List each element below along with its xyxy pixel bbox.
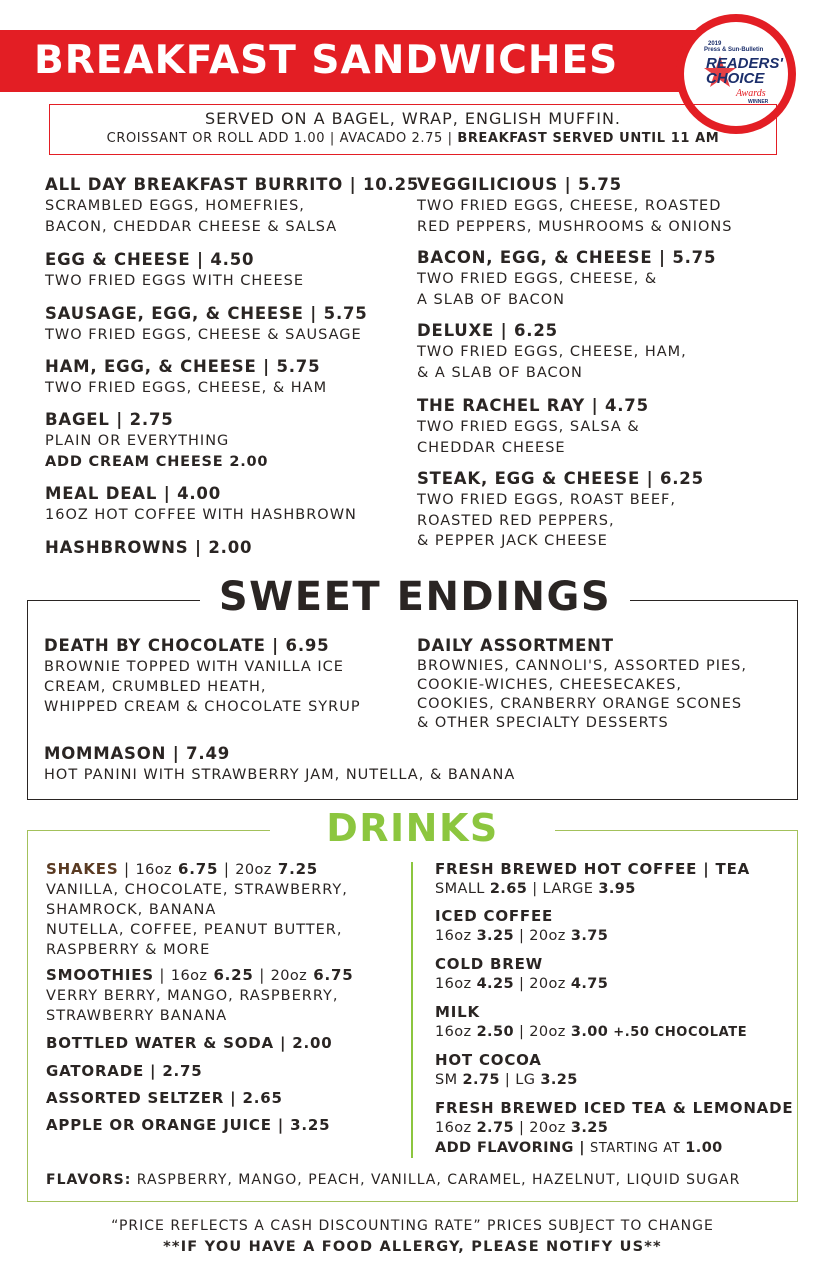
- item-name: THE RACHEL RAY | 4.75: [417, 396, 649, 415]
- item-name: HASHBROWNS | 2.00: [45, 538, 253, 557]
- drinks-heading: DRINKS: [270, 806, 555, 856]
- item-desc: RED PEPPERS, MUSHROOMS & ONIONS: [417, 218, 733, 235]
- item-desc: TWO FRIED EGGS WITH CHEESE: [45, 273, 304, 289]
- menu-item-ham-egg-cheese: [45, 356, 327, 399]
- served-info-box: [49, 104, 777, 155]
- drink-sizes: 16oz 2.50 | 20oz 3.00 +.50 CHOCOLATE: [435, 1024, 748, 1040]
- item-desc: TWO FRIED EGGS, CHEESE & SAUSAGE: [45, 327, 362, 343]
- sweet-endings-heading: SWEET ENDINGS: [200, 574, 630, 626]
- item-desc: WHIPPED CREAM & CHOCOLATE SYRUP: [44, 699, 361, 715]
- drink-name: SMOOTHIES | 16oz 6.25 | 20oz 6.75: [46, 966, 354, 984]
- served-line1: SERVED ON A BAGEL, WRAP, ENGLISH MUFFIN.: [204, 109, 621, 128]
- drink-water-soda: BOTTLED WATER & SODA | 2.00: [46, 1034, 333, 1052]
- page-title: BREAKFAST SANDWICHES: [34, 38, 619, 83]
- drink-name: HOT COCOA: [435, 1051, 542, 1069]
- title-banner: [0, 30, 745, 92]
- item-desc: & PEPPER JACK CHEESE: [417, 533, 608, 549]
- drink-shakes: [46, 859, 348, 960]
- menu-item-bagel: [45, 409, 268, 472]
- item-desc: BACON, CHEDDAR CHEESE & SALSA: [45, 218, 338, 235]
- item-desc: TWO FRIED EGGS, ROAST BEEF,: [417, 492, 676, 508]
- drink-smoothies: [46, 965, 353, 1026]
- drink-flavoring: ADD FLAVORING | STARTING AT 1.00: [435, 1140, 723, 1156]
- drink-milk: [435, 1002, 747, 1043]
- award-year: 2019: [708, 41, 722, 47]
- item-desc: TWO FRIED EGGS, SALSA &: [417, 419, 640, 435]
- item-desc: A SLAB OF BACON: [417, 291, 565, 308]
- menu-item-death-by-chocolate: [44, 635, 361, 717]
- drink-cold-brew: [435, 954, 608, 994]
- item-desc: ROASTED RED PEPPERS,: [417, 512, 615, 529]
- drink-juice: APPLE OR ORANGE JUICE | 3.25: [46, 1116, 331, 1134]
- menu-item-breakfast-burrito: [45, 174, 419, 237]
- award-org: Press & Sun-Bulletin: [704, 47, 764, 53]
- item-name: STEAK, EGG & CHEESE | 6.25: [417, 469, 704, 488]
- item-desc: BROWNIES, CANNOLI'S, ASSORTED PIES,: [417, 658, 747, 674]
- drink-seltzer: ASSORTED SELTZER | 2.65: [46, 1089, 283, 1107]
- item-addon: ADD CREAM CHEESE 2.00: [45, 453, 269, 470]
- menu-item-hashbrowns: [45, 537, 252, 559]
- drink-name: FRESH BREWED ICED TEA & LEMONADE: [435, 1099, 794, 1117]
- menu-item-daily-assortment: [417, 635, 747, 733]
- item-desc: & OTHER SPECIALTY DESSERTS: [417, 715, 669, 731]
- award-line2: CHOICE: [706, 70, 765, 87]
- menu-item-sausage-egg-cheese: [45, 303, 368, 346]
- drink-sizes: 16oz 4.25 | 20oz 4.75: [435, 976, 609, 992]
- item-desc: BROWNIE TOPPED WITH VANILLA ICE: [44, 659, 344, 675]
- item-name: BACON, EGG, & CHEESE | 5.75: [417, 248, 717, 267]
- menu-item-mommason: [44, 743, 515, 786]
- item-name: DEATH BY CHOCOLATE | 6.95: [44, 636, 330, 655]
- item-desc: CREAM, CRUMBLED HEATH,: [44, 679, 267, 695]
- item-desc: TWO FRIED EGGS, CHEESE, & HAM: [45, 380, 328, 396]
- item-desc: TWO FRIED EGGS, CHEESE, &: [417, 271, 658, 287]
- menu-item-deluxe: [417, 320, 687, 383]
- item-desc: TWO FRIED EGGS, CHEESE, ROASTED: [417, 198, 722, 214]
- menu-item-steak-egg-cheese: [417, 468, 704, 552]
- drinks-column-divider: [411, 862, 413, 1158]
- drink-name: SHAKES | 16oz 6.75 | 20oz 7.25: [46, 860, 319, 878]
- item-name: SAUSAGE, EGG, & CHEESE | 5.75: [45, 304, 368, 323]
- drink-name: MILK: [435, 1003, 480, 1021]
- item-desc: CHEDDAR CHEESE: [417, 439, 566, 456]
- item-name: MEAL DEAL | 4.00: [45, 484, 221, 503]
- item-desc: COOKIES, CRANBERRY ORANGE SCONES: [417, 696, 743, 712]
- drink-desc: VANILLA, CHOCOLATE, STRAWBERRY,: [46, 882, 348, 898]
- drink-gatorade: GATORADE | 2.75: [46, 1062, 203, 1080]
- menu-item-meal-deal: [45, 483, 357, 526]
- flavors-line: FLAVORS: RASPBERRY, MANGO, PEACH, VANILLA, CARAMEL, HAZELNUT, LIQUID SUGAR: [46, 1172, 741, 1188]
- drink-hot-cocoa: [435, 1050, 578, 1090]
- award-line1: READERS': [706, 55, 783, 72]
- drink-sizes: SM 2.75 | LG 3.25: [435, 1072, 578, 1088]
- drink-hot-coffee: [435, 859, 750, 899]
- award-winner: WINNER: [748, 99, 769, 105]
- item-name: MOMMASON | 7.49: [44, 744, 230, 763]
- item-desc: COOKIE-WICHES, CHEESECAKES,: [417, 677, 683, 693]
- menu-item-rachel-ray: [417, 395, 649, 458]
- drink-name: COLD BREW: [435, 955, 543, 973]
- item-desc: & A SLAB OF BACON: [417, 364, 583, 381]
- price-disclaimer: “PRICE REFLECTS A CASH DISCOUNTING RATE” PRICES SUBJECT TO CHANGE: [111, 1218, 714, 1234]
- item-desc: PLAIN OR EVERYTHING: [45, 433, 230, 449]
- drink-iced-tea: [435, 1098, 793, 1159]
- item-name: ALL DAY BREAKFAST BURRITO | 10.25: [45, 175, 420, 194]
- item-name: DELUXE | 6.25: [417, 321, 558, 340]
- drink-desc: RASPBERRY & MORE: [46, 942, 211, 958]
- item-desc: 16OZ HOT COFFEE WITH HASHBROWN: [45, 507, 357, 523]
- item-name: VEGGILICIOUS | 5.75: [417, 175, 622, 194]
- drink-desc: NUTELLA, COFFEE, PEANUT BUTTER,: [46, 922, 343, 938]
- menu-item-veggilicious: [417, 174, 732, 237]
- item-desc: SCRAMBLED EGGS, HOMEFRIES,: [45, 198, 305, 214]
- item-name: DAILY ASSORTMENT: [417, 636, 614, 655]
- item-name: BAGEL | 2.75: [45, 410, 174, 429]
- drink-sizes: SMALL 2.65 | LARGE 3.95: [435, 881, 636, 897]
- allergy-notice: **IF YOU HAVE A FOOD ALLERGY, PLEASE NOTIFY US**: [163, 1239, 662, 1255]
- item-name: EGG & CHEESE | 4.50: [45, 250, 255, 269]
- menu-item-bacon-egg-cheese: [417, 247, 716, 310]
- drink-desc: SHAMROCK, BANANA: [46, 902, 217, 918]
- served-line2: CROISSANT OR ROLL ADD 1.00 | AVACADO 2.75 | BREAKFAST SERVED UNTIL 11 AM: [106, 131, 720, 146]
- item-desc: HOT PANINI WITH STRAWBERRY JAM, NUTELLA, & BANANA: [44, 767, 516, 783]
- drink-name: ICED COFFEE: [435, 907, 554, 925]
- item-desc: TWO FRIED EGGS, CHEESE, HAM,: [417, 344, 687, 360]
- drink-desc: STRAWBERRY BANANA: [46, 1008, 228, 1024]
- item-name: HAM, EGG, & CHEESE | 5.75: [45, 357, 321, 376]
- drink-name: FRESH BREWED HOT COFFEE | TEA: [435, 860, 751, 878]
- drink-iced-coffee: [435, 906, 608, 946]
- drink-sizes: 16oz 3.25 | 20oz 3.75: [435, 928, 609, 944]
- menu-item-egg-cheese: [45, 249, 304, 292]
- drink-sizes: 16oz 2.75 | 20oz 3.25: [435, 1120, 609, 1136]
- award-sub: Awards: [736, 88, 766, 99]
- drink-desc: VERRY BERRY, MANGO, RASPBERRY,: [46, 988, 339, 1004]
